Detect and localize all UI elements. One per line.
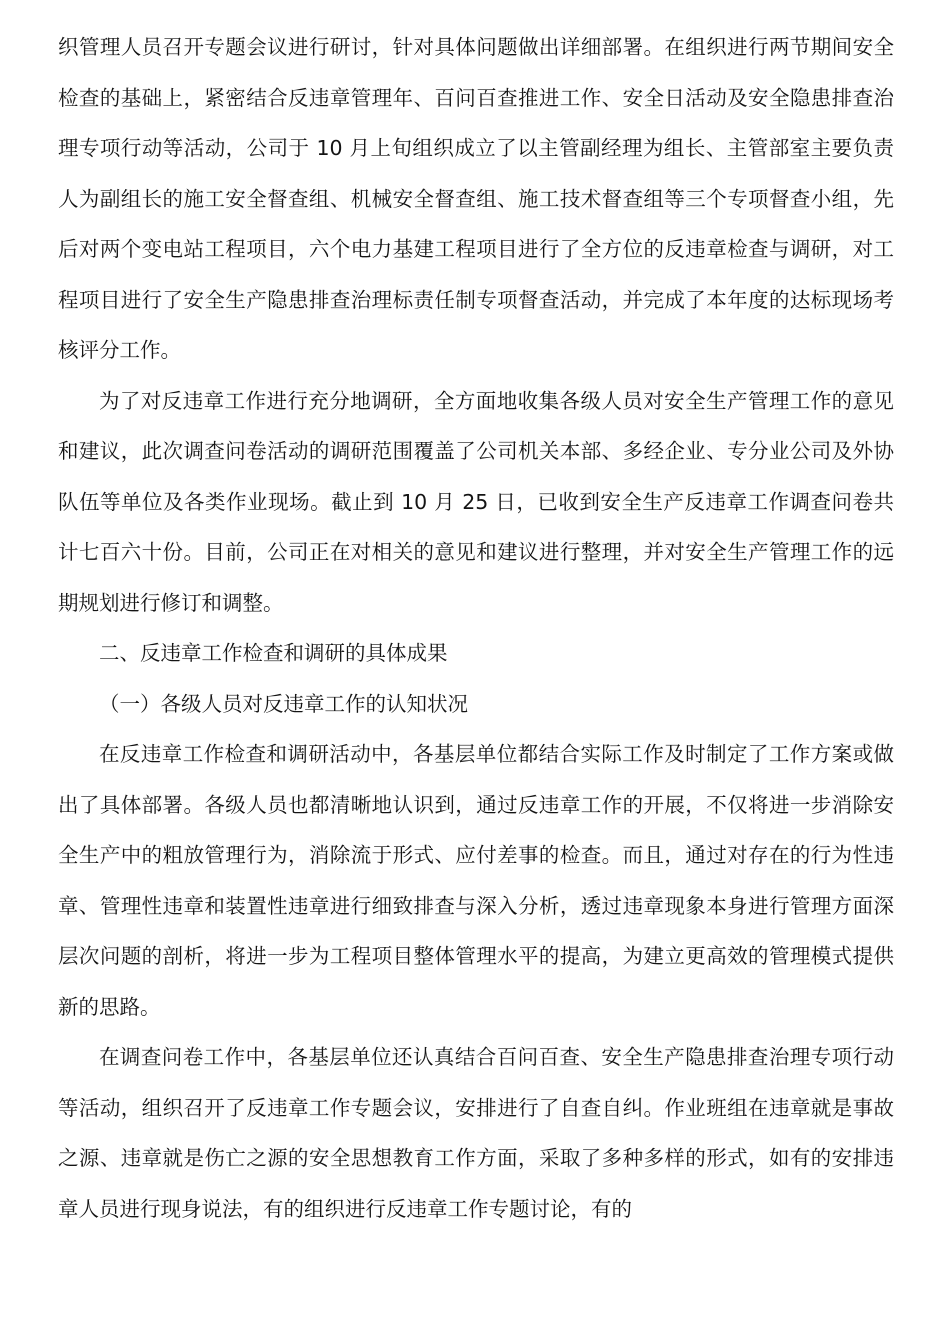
paragraph-awareness: 在反违章工作检查和调研活动中，各基层单位都结合实际工作及时制定了工作方案或做出了具体部署。各级人员也都清晰地认识到，通过反违章工作的开展，不仅将进一步消除安全生产中的粗放管理行为，消除流于形式、应付差事的检查。而且，通过对存在的行为性违章、管理性违章和装置性违章进行细致排查与深入分析，透过违章现象本身进行管理方面深层次问题的剖析，将进一步为工程项目整体管理水平的提高，为建立更高效的管理模式提供新的思路。: [58, 742, 894, 1019]
paragraph-questionnaire: 在调查问卷工作中，各基层单位还认真结合百问百查、安全生产隐患排查治理专项行动等活动，组织召开了反违章工作专题会议，安排进行了自查自纠。作业班组在违章就是事故之源、违章就是伤亡之源的安全思想教育工作方面，采取了多种多样的形式，如有的安排违章人员进行现身说法，有的组织进行反违章工作专题讨论，有的: [58, 1045, 894, 1221]
section-heading: 二、反违章工作检查和调研的具体成果: [99, 641, 448, 665]
paragraph-continuation: 织管理人员召开专题会议进行研讨，针对具体问题做出详细部署。在组织进行两节期间安全检查的基础上，紧密结合反违章管理年、百问百查推进工作、安全日活动及安全隐患排查治理专项行动等活动，公司于 10 月上旬组织成立了以主管副经理为组长、主管部室主要负责人为副组长的施工安全督查组、机械安全督查组、施工技术督查组等三个专项督查小组，先后对两个变电站工程项目，六个电力基建工程项目进行了全方位的反违章检查与调研，对工程项目进行了安全生产隐患排查治理标责任制专项督查活动，并完成了本年度的达标现场考核评分工作。: [58, 35, 894, 362]
paragraph-survey-scope: 为了对反违章工作进行充分地调研，全方面地收集各级人员对安全生产管理工作的意见和建议，此次调查问卷活动的调研范围覆盖了公司机关本部、多经企业、专分业公司及外协队伍等单位及各类作业现场。截止到 10 月 25 日，已收到安全生产反违章工作调查问卷共计七百六十份。目前，公司正在对相关的意见和建议进行整理，并对安全生产管理工作的远期规划进行修订和调整。: [58, 388, 894, 615]
subsection-heading: （一）各级人员对反违章工作的认知状况: [99, 691, 468, 716]
document-page: [58, 22, 894, 1234]
